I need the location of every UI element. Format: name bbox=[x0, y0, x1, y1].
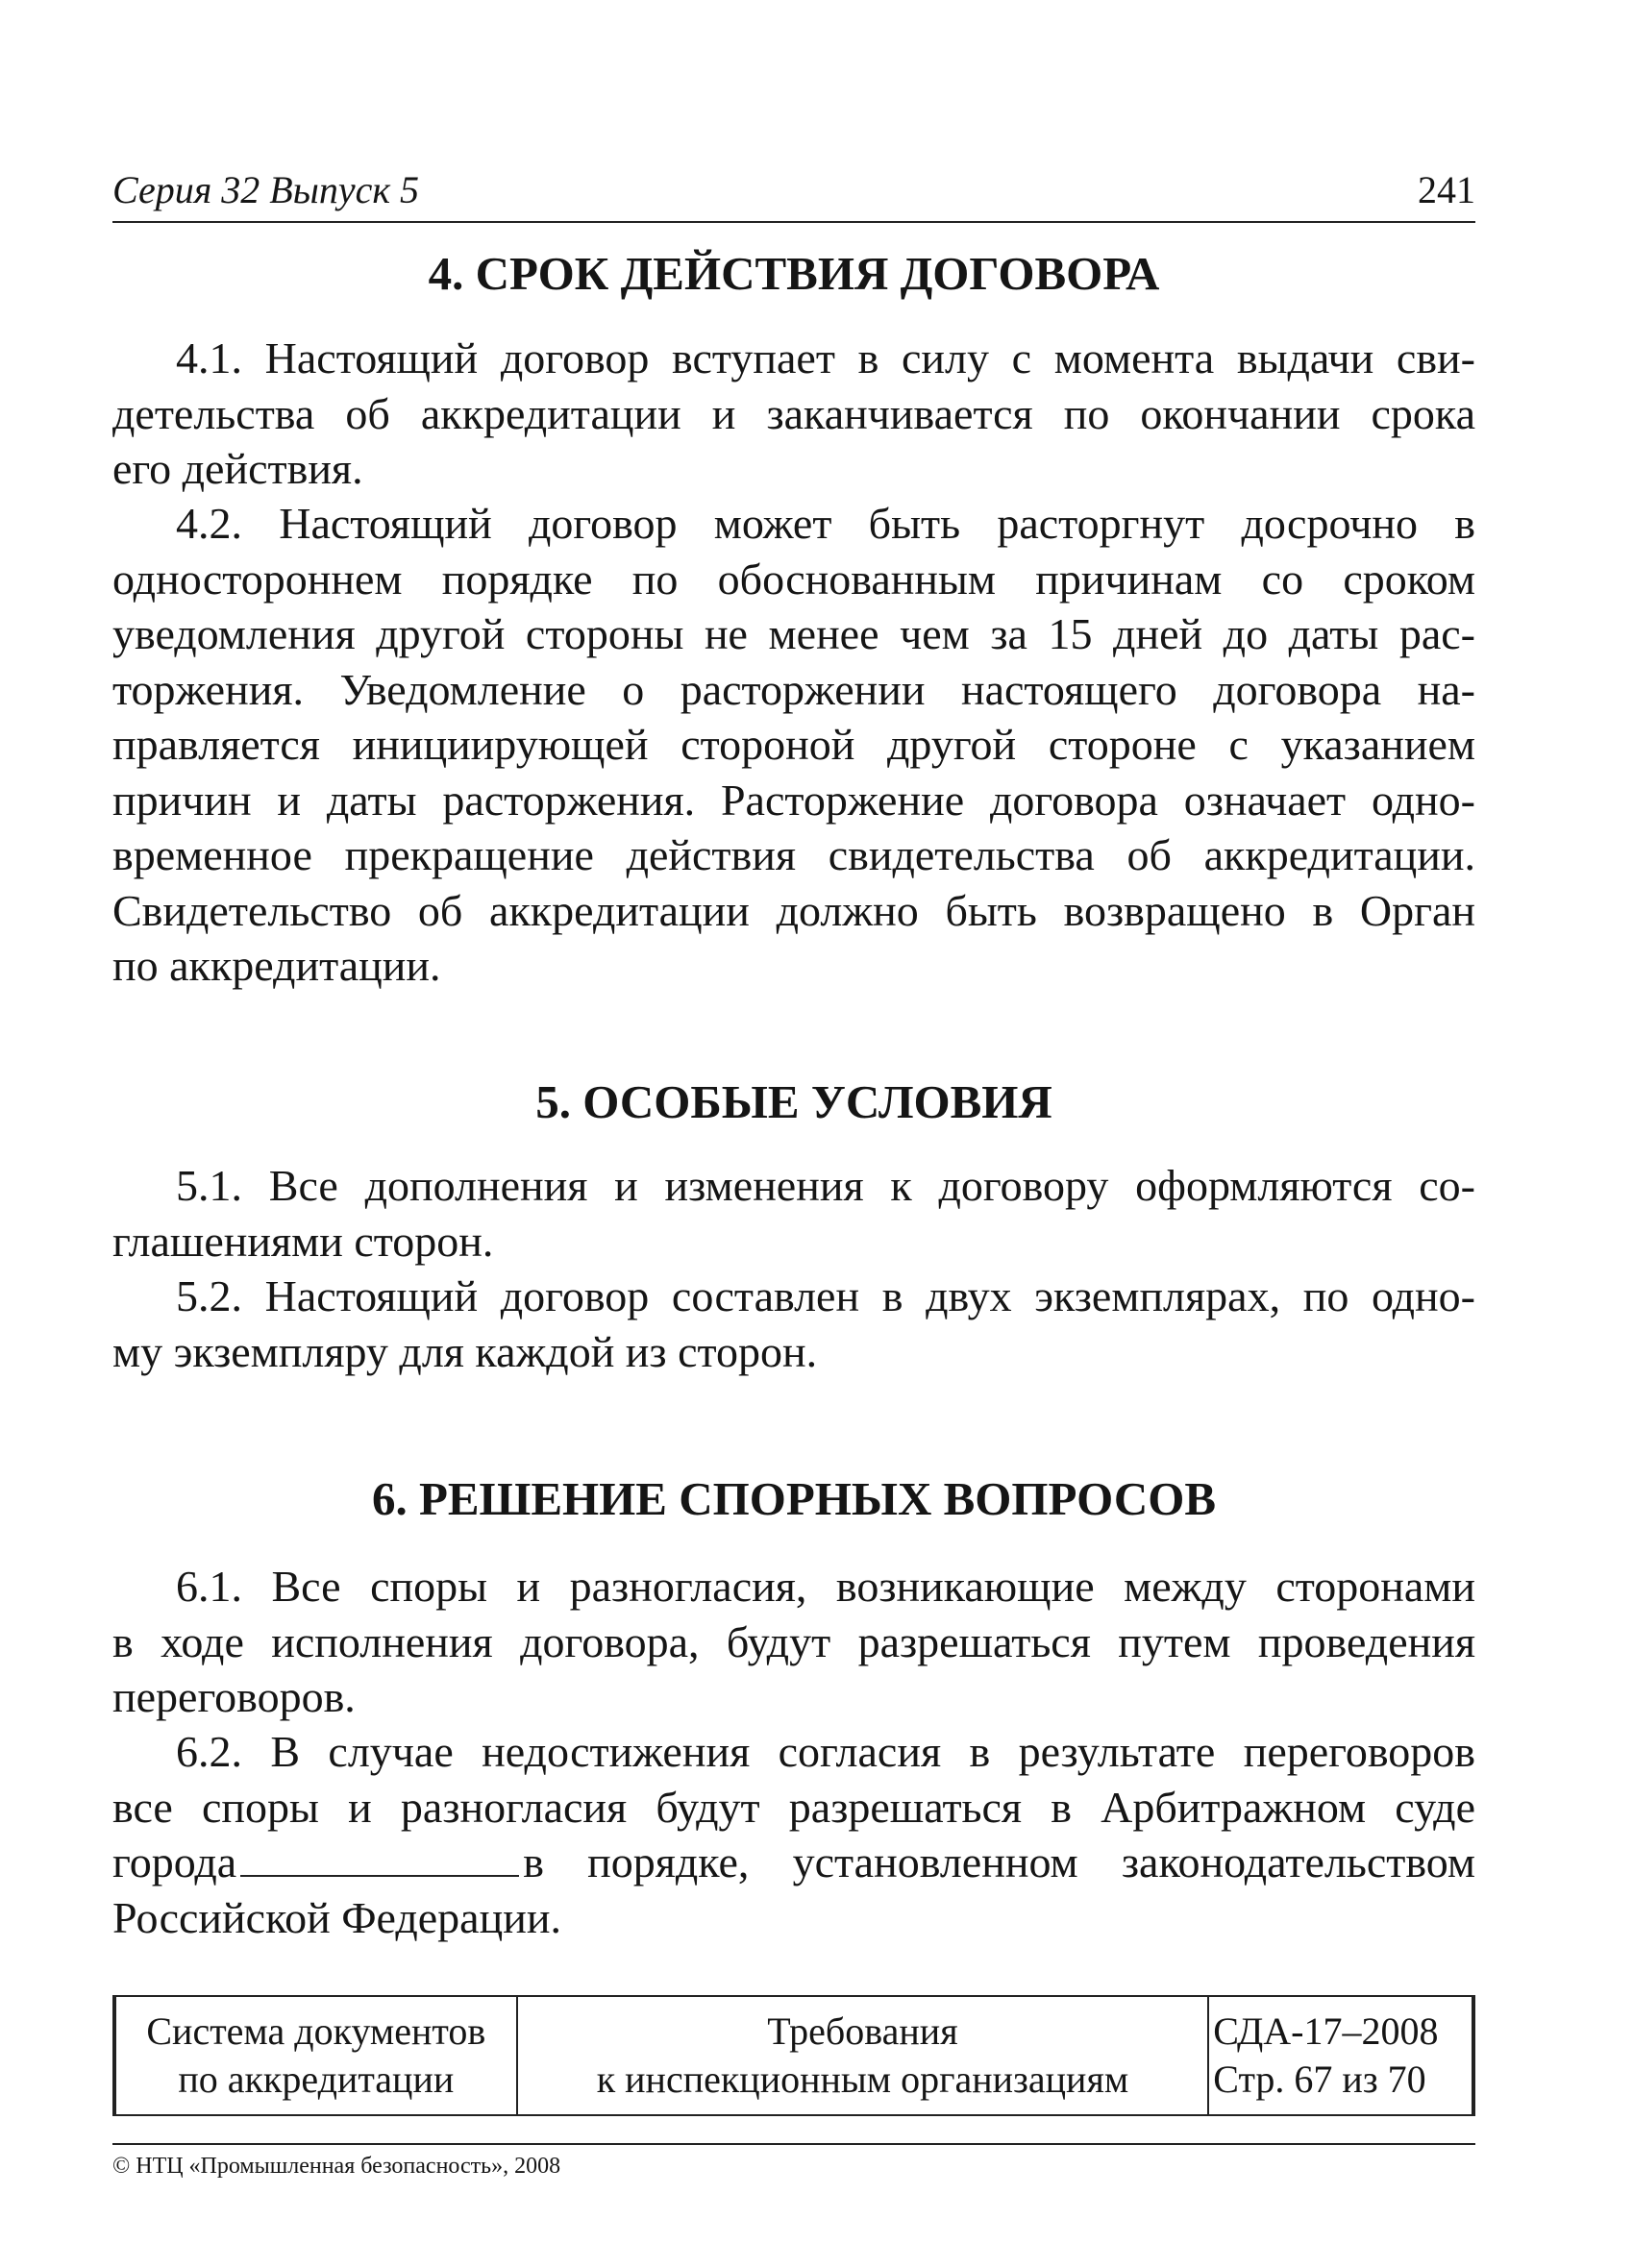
page-number: 241 bbox=[1418, 168, 1475, 211]
text-line: его действия. bbox=[112, 444, 363, 493]
text-line: му экземпляру для каждой из сторон. bbox=[112, 1326, 818, 1376]
requirements-cell bbox=[517, 1996, 1209, 2115]
city-blank-line bbox=[240, 1838, 519, 1877]
text-line: правляется инициирующей стороной другой стороне с указанием bbox=[112, 720, 1475, 769]
paragraph-6-2 bbox=[112, 1724, 1475, 1945]
paragraph-4-1 bbox=[112, 331, 1475, 497]
section-5-heading: 5. ОСОБЫЕ УСЛОВИЯ bbox=[535, 1075, 1052, 1128]
document-id-table bbox=[112, 1995, 1475, 2116]
page-of-total: Стр. 67 из 70 bbox=[1213, 2058, 1426, 2101]
text-line: одностороннем порядке по обоснованным причинам со сроком bbox=[112, 554, 1475, 604]
text-line: причин и даты расторжения. Расторжение договора означает одно- bbox=[112, 775, 1475, 825]
text-line: Свидетельство об аккредитации должно быть возвращено в Орган bbox=[112, 885, 1475, 935]
document-code: СДА-17–2008 bbox=[1213, 2009, 1439, 2053]
city-suffix: в порядке, установленном законодательством bbox=[523, 1837, 1475, 1886]
system-line-2: по аккредитации bbox=[178, 2058, 455, 2101]
text-line: 6.1. Все споры и разногласия, возникающие между сторонами bbox=[176, 1562, 1475, 1611]
text-line: 6.2. В случае недостижения согласия в результате переговоров bbox=[176, 1727, 1475, 1776]
city-prefix: города bbox=[112, 1837, 237, 1886]
section-6-heading: 6. РЕШЕНИЕ СПОРНЫХ ВОПРОСОВ bbox=[371, 1472, 1217, 1525]
running-header bbox=[112, 165, 1475, 223]
requirements-line-1: Требования bbox=[767, 2009, 958, 2053]
paragraph-5-2 bbox=[112, 1269, 1475, 1379]
text-line: глашениями сторон. bbox=[112, 1216, 494, 1266]
paragraph-6-1 bbox=[112, 1559, 1475, 1725]
system-cell bbox=[114, 1996, 517, 2115]
system-line-1: Система документов bbox=[146, 2009, 486, 2053]
code-cell bbox=[1208, 1996, 1473, 2115]
section-4-heading: 4. СРОК ДЕЙСТВИЯ ДОГОВОРА bbox=[428, 247, 1160, 300]
text-line: уведомления другой стороны не менее чем за 15 дней до даты рас- bbox=[112, 609, 1475, 658]
text-line-with-blank bbox=[112, 1835, 1475, 1890]
text-line: 4.2. Настоящий договор может быть расторгнут досрочно в bbox=[176, 499, 1475, 548]
series-label: Серия 32 Выпуск 5 bbox=[112, 168, 420, 211]
requirements-line-2: к инспекционным организациям bbox=[596, 2058, 1129, 2101]
paragraph-4-2 bbox=[112, 496, 1475, 994]
paragraph-5-1 bbox=[112, 1158, 1475, 1269]
text-line: 5.2. Настоящий договор составлен в двух экземплярах, по одно- bbox=[176, 1271, 1475, 1320]
footer-rule bbox=[112, 2143, 1475, 2145]
copyright-notice: © НТЦ «Промышленная безопасность», 2008 bbox=[112, 2154, 561, 2179]
text-line: в ходе исполнения договора, будут разрешаться путем проведения bbox=[112, 1616, 1475, 1666]
text-line: все споры и разногласия будут разрешаться в Арбитражном суде bbox=[112, 1782, 1475, 1832]
text-line: Российской Федерации. bbox=[112, 1892, 561, 1942]
text-line: детельства об аккредитации и заканчивается по окончании срока bbox=[112, 388, 1475, 438]
text-line: торжения. Уведомление о расторжении настоящего договора на- bbox=[112, 664, 1475, 714]
text-line: 4.1. Настоящий договор вступает в силу с момента выдачи сви- bbox=[176, 333, 1475, 382]
text-line: 5.1. Все дополнения и изменения к договору оформляются со- bbox=[176, 1161, 1475, 1210]
text-line: переговоров. bbox=[112, 1672, 356, 1721]
text-line: временное прекращение действия свидетельства об аккредитации. bbox=[112, 830, 1475, 879]
text-line: по аккредитации. bbox=[112, 941, 441, 990]
